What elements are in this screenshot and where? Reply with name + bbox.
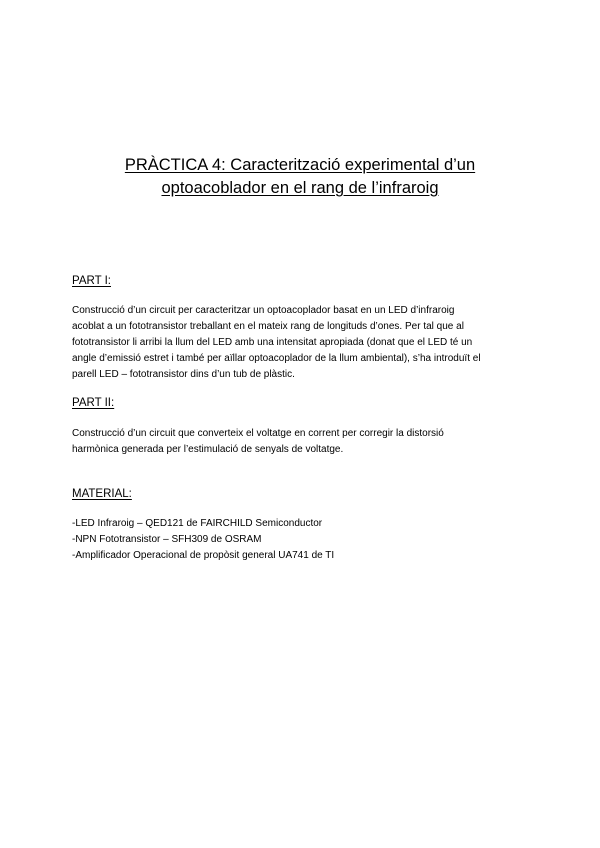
part-1-line: fototransistor li arribi la llum del LED amb una intensitat apropiada (donat que el LED té un: [72, 337, 473, 348]
title-line-2: optoacoblador en el rang de l’infraroig: [161, 179, 439, 197]
part-2-line: harmònica generada per l’estimulació de senyals de voltatge.: [72, 444, 344, 455]
title-line-1: PRÀCTICA 4: Caracterització experimental d’un: [124, 156, 476, 174]
part-1-line: Construcció d’un circuit per caracteritzar un optoacoplador basat en un LED d’infraroig: [72, 305, 455, 316]
document-title: [60, 154, 540, 200]
part-1-line: acoblat a un fototransistor treballant en el mateix rang de longituds d’ones. Per tal que al: [72, 321, 464, 332]
part-1-paragraph: [72, 303, 542, 383]
material-heading: MATERIAL:: [72, 488, 132, 500]
part-1-heading: PART I:: [72, 275, 111, 287]
part-1-line: angle d’emissió estret i també per aïllar optoacoplador de la llum ambiental), s’ha introduït el: [72, 353, 481, 364]
material-list: [72, 516, 542, 564]
part-1-line: parell LED – fototransistor dins d’un tub de plàstic.: [72, 369, 295, 380]
material-item: -LED Infraroig – QED121 de FAIRCHILD Semiconductor: [72, 518, 323, 529]
part-2-heading: PART II:: [72, 397, 115, 409]
part-2-paragraph: [72, 426, 542, 458]
part-2-line: Construcció d’un circuit que converteix el voltatge en corrent per corregir la distorsió: [72, 428, 444, 439]
material-item: -Amplificador Operacional de propòsit general UA741 de TI: [72, 550, 335, 561]
material-item: -NPN Fototransistor – SFH309 de OSRAM: [72, 534, 262, 545]
